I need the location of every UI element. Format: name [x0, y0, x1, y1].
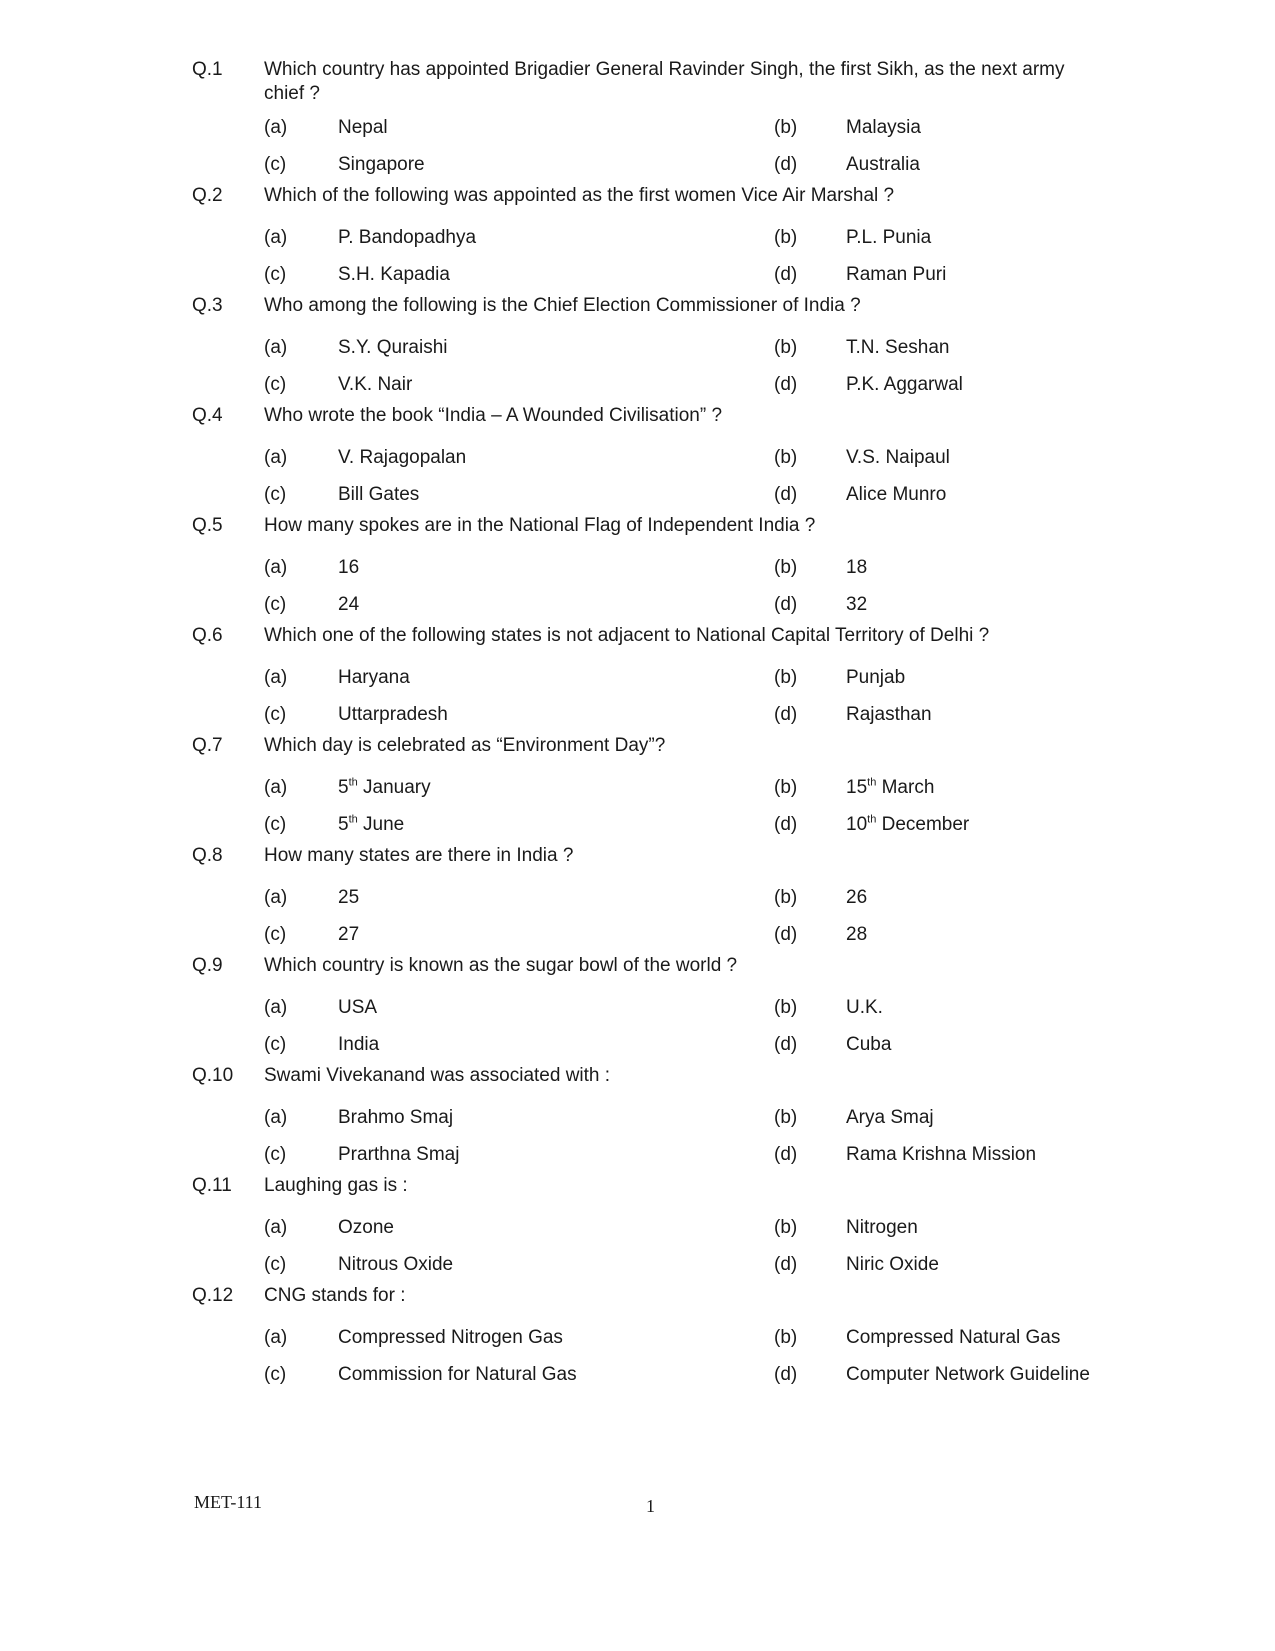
option-value: 32 [846, 594, 868, 615]
option-value: T.N. Seshan [846, 337, 950, 358]
option-label: (b) [774, 667, 798, 688]
option-text [338, 263, 450, 287]
option-row [0, 697, 1275, 734]
question-number: Q.8 [192, 845, 223, 866]
option-row [0, 807, 1275, 844]
question-text: Which day is celebrated as “Environment Day”? [264, 735, 666, 756]
option-text [338, 373, 412, 397]
option-value: 25 [338, 887, 360, 908]
option-label: (c) [264, 1254, 287, 1275]
option-row [0, 550, 1275, 587]
option-value: Prarthna Smaj [338, 1144, 460, 1165]
option-label: (c) [264, 264, 287, 285]
option-text [846, 373, 963, 397]
option-text [846, 226, 931, 250]
question-header [0, 404, 1275, 440]
option-label: (b) [774, 887, 798, 908]
option-row [0, 367, 1275, 404]
option-text [338, 1253, 453, 1277]
option-value: V. Rajagopalan [338, 447, 467, 468]
option-label: (b) [774, 227, 798, 248]
option-label: (d) [774, 704, 798, 725]
option-text [338, 703, 448, 727]
option-value: P.K. Aggarwal [846, 374, 963, 395]
option-label: (a) [264, 667, 288, 688]
option-value: USA [338, 997, 378, 1018]
option-value: S.Y. Quraishi [338, 337, 448, 358]
option-value: Uttarpradesh [338, 704, 448, 725]
option-row [0, 990, 1275, 1027]
option-text [338, 446, 466, 470]
option-text [846, 1143, 1036, 1167]
option-label: (c) [264, 1034, 287, 1055]
option-value: P. Bandopadhya [338, 227, 477, 248]
option-row [0, 110, 1275, 147]
option-row [0, 917, 1275, 954]
option-label: (d) [774, 484, 798, 505]
option-text [338, 666, 410, 690]
option-text [338, 1216, 394, 1240]
option-month: March [876, 777, 935, 798]
option-label: (c) [264, 1364, 287, 1385]
question-number: Q.12 [192, 1285, 234, 1306]
option-value: 27 [338, 924, 360, 945]
option-month: December [876, 814, 970, 835]
option-value: Commission for Natural Gas [338, 1364, 577, 1385]
option-text [846, 1216, 918, 1240]
question-header [0, 1284, 1275, 1320]
option-text [846, 776, 934, 800]
option-label: (b) [774, 997, 798, 1018]
option-value: P.L. Punia [846, 227, 932, 248]
option-value: S.H. Kapadia [338, 264, 450, 285]
option-value: Ozone [338, 1217, 394, 1238]
ordinal-suffix: th [348, 813, 358, 826]
option-text [846, 813, 969, 837]
option-label: (b) [774, 1217, 798, 1238]
option-text [846, 1253, 939, 1277]
question-4 [0, 404, 1275, 514]
option-value: 28 [846, 924, 868, 945]
question-10 [0, 1064, 1275, 1174]
question-text: How many states are there in India ? [264, 845, 574, 866]
question-text: How many spokes are in the National Flag of Independent India ? [264, 515, 816, 536]
option-label: (b) [774, 117, 798, 138]
option-label: (c) [264, 814, 287, 835]
question-number: Q.3 [192, 295, 223, 316]
option-month: June [357, 814, 405, 835]
option-row [0, 257, 1275, 294]
option-text [338, 886, 359, 910]
option-label: (d) [774, 924, 798, 945]
question-1 [0, 58, 1275, 184]
question-5 [0, 514, 1275, 624]
option-label: (c) [264, 154, 287, 175]
option-label: (a) [264, 227, 288, 248]
option-label: (c) [264, 484, 287, 505]
question-header [0, 294, 1275, 330]
ordinal-suffix: th [348, 776, 358, 789]
option-row [0, 770, 1275, 807]
question-number: Q.10 [192, 1065, 234, 1086]
option-label: (a) [264, 447, 288, 468]
option-label: (c) [264, 704, 287, 725]
question-header [0, 624, 1275, 660]
option-label: (c) [264, 374, 287, 395]
option-value: 26 [846, 887, 868, 908]
question-7 [0, 734, 1275, 844]
question-text: Laughing gas is : [264, 1175, 408, 1196]
option-text [846, 1363, 1090, 1387]
option-value: 5 [338, 814, 349, 835]
option-text [338, 153, 425, 177]
option-row [0, 147, 1275, 184]
option-value: Cuba [846, 1034, 892, 1055]
option-text [338, 1143, 459, 1167]
option-label: (d) [774, 264, 798, 285]
option-value: Punjab [846, 667, 906, 688]
option-value: Compressed Nitrogen Gas [338, 1327, 563, 1348]
option-label: (d) [774, 1254, 798, 1275]
option-row [0, 440, 1275, 477]
option-value: Malaysia [846, 117, 921, 138]
option-row [0, 477, 1275, 514]
question-text: Which of the following was appointed as the first women Vice Air Marshal ? [264, 185, 895, 206]
question-number: Q.2 [192, 185, 223, 206]
option-text [338, 336, 447, 360]
option-value: 10 [846, 814, 868, 835]
question-12 [0, 1284, 1275, 1394]
question-text: CNG stands for : [264, 1285, 406, 1306]
question-text: Which one of the following states is not adjacent to National Capital Territory of Delhi ? [264, 625, 990, 646]
question-header [0, 58, 1275, 110]
question-header [0, 954, 1275, 990]
option-text [338, 593, 359, 617]
option-row [0, 1137, 1275, 1174]
option-text [846, 1033, 891, 1057]
option-value: Arya Smaj [846, 1107, 934, 1128]
option-row [0, 1027, 1275, 1064]
option-row [0, 330, 1275, 367]
question-8 [0, 844, 1275, 954]
option-text [846, 336, 950, 360]
option-value: Alice Munro [846, 484, 947, 505]
option-label: (d) [774, 1364, 798, 1385]
option-label: (a) [264, 117, 288, 138]
option-label: (a) [264, 1107, 288, 1128]
option-text [846, 153, 920, 177]
option-row [0, 1100, 1275, 1137]
option-value: Bill Gates [338, 484, 420, 505]
option-text [338, 483, 419, 507]
question-number: Q.11 [192, 1175, 232, 1196]
page-number: 1 [646, 1496, 655, 1516]
option-text [846, 593, 867, 617]
option-text [338, 1106, 453, 1130]
option-label: (d) [774, 1144, 798, 1165]
option-label: (b) [774, 447, 798, 468]
option-row [0, 220, 1275, 257]
option-label: (d) [774, 154, 798, 175]
option-label: (d) [774, 1034, 798, 1055]
option-text [338, 1363, 577, 1387]
option-value: 15 [846, 777, 868, 798]
option-text [338, 923, 359, 947]
option-text [846, 1106, 934, 1130]
option-value: V.S. Naipaul [846, 447, 950, 468]
option-label: (a) [264, 997, 288, 1018]
option-value: Rama Krishna Mission [846, 1144, 1037, 1165]
option-value: U.K. [846, 997, 883, 1018]
option-value: 18 [846, 557, 868, 578]
question-text: Swami Vivekanand was associated with : [264, 1065, 611, 1086]
option-label: (b) [774, 557, 798, 578]
question-header [0, 184, 1275, 220]
option-label: (a) [264, 337, 288, 358]
option-label: (c) [264, 924, 287, 945]
option-text [846, 116, 921, 140]
question-text: Which country has appointed Brigadier General Ravinder Singh, the first Sikh, as the next army chief ? [264, 59, 1065, 104]
option-value: Computer Network Guideline [846, 1364, 1090, 1385]
option-row [0, 660, 1275, 697]
option-value: India [338, 1034, 380, 1055]
option-label: (a) [264, 557, 288, 578]
option-label: (c) [264, 594, 287, 615]
option-value: 24 [338, 594, 360, 615]
question-text: Who among the following is the Chief Election Commissioner of India ? [264, 295, 861, 316]
option-value: V.K. Nair [338, 374, 413, 395]
option-row [0, 587, 1275, 624]
option-value: Nepal [338, 117, 388, 138]
paper-code: MET-111 [194, 1492, 263, 1512]
option-label: (c) [264, 1144, 287, 1165]
question-header [0, 514, 1275, 550]
option-value: 5 [338, 777, 349, 798]
option-label: (a) [264, 887, 288, 908]
option-text [338, 1033, 379, 1057]
option-text [846, 556, 867, 580]
option-value: Compressed Natural Gas [846, 1327, 1061, 1348]
option-value: Nitrous Oxide [338, 1254, 454, 1275]
option-text [338, 996, 377, 1020]
option-row [0, 1357, 1275, 1394]
option-text [846, 263, 946, 287]
question-number: Q.6 [192, 625, 223, 646]
option-label: (b) [774, 1327, 798, 1348]
option-text [846, 666, 905, 690]
option-value: Rajasthan [846, 704, 932, 725]
option-value: Niric Oxide [846, 1254, 939, 1275]
option-label: (d) [774, 814, 798, 835]
question-2 [0, 184, 1275, 294]
question-9 [0, 954, 1275, 1064]
option-text [846, 996, 883, 1020]
ordinal-suffix: th [867, 776, 877, 789]
option-row [0, 1210, 1275, 1247]
option-text [846, 886, 867, 910]
option-row [0, 880, 1275, 917]
option-label: (a) [264, 1217, 288, 1238]
option-text [338, 226, 476, 250]
question-6 [0, 624, 1275, 734]
option-label: (b) [774, 777, 798, 798]
ordinal-suffix: th [867, 813, 877, 826]
option-label: (d) [774, 374, 798, 395]
question-header [0, 1174, 1275, 1210]
question-number: Q.9 [192, 955, 223, 976]
option-text [846, 1326, 1060, 1350]
option-text [338, 813, 404, 837]
option-value: Singapore [338, 154, 425, 175]
option-value: Nitrogen [846, 1217, 918, 1238]
question-number: Q.4 [192, 405, 223, 426]
option-label: (a) [264, 777, 288, 798]
option-row [0, 1320, 1275, 1357]
question-text: Who wrote the book “India – A Wounded Civilisation” ? [264, 405, 723, 426]
option-value: Haryana [338, 667, 410, 688]
question-text: Which country is known as the sugar bowl of the world ? [264, 955, 738, 976]
option-text [846, 483, 946, 507]
option-value: Raman Puri [846, 264, 947, 285]
question-header [0, 1064, 1275, 1100]
option-label: (a) [264, 1327, 288, 1348]
question-11 [0, 1174, 1275, 1284]
option-text [846, 703, 932, 727]
option-text [846, 446, 950, 470]
option-value: Brahmo Smaj [338, 1107, 454, 1128]
option-text [338, 116, 388, 140]
option-value: 16 [338, 557, 360, 578]
question-number: Q.1 [192, 59, 223, 80]
option-text [338, 1326, 563, 1350]
option-label: (d) [774, 594, 798, 615]
option-label: (b) [774, 1107, 798, 1128]
option-month: January [357, 777, 431, 798]
option-row [0, 1247, 1275, 1284]
question-number: Q.5 [192, 515, 223, 536]
question-header [0, 734, 1275, 770]
option-text [338, 776, 431, 800]
question-number: Q.7 [192, 735, 223, 756]
option-text [338, 556, 359, 580]
option-value: Australia [846, 154, 920, 175]
question-3 [0, 294, 1275, 404]
question-header [0, 844, 1275, 880]
option-label: (b) [774, 337, 798, 358]
option-text [846, 923, 867, 947]
